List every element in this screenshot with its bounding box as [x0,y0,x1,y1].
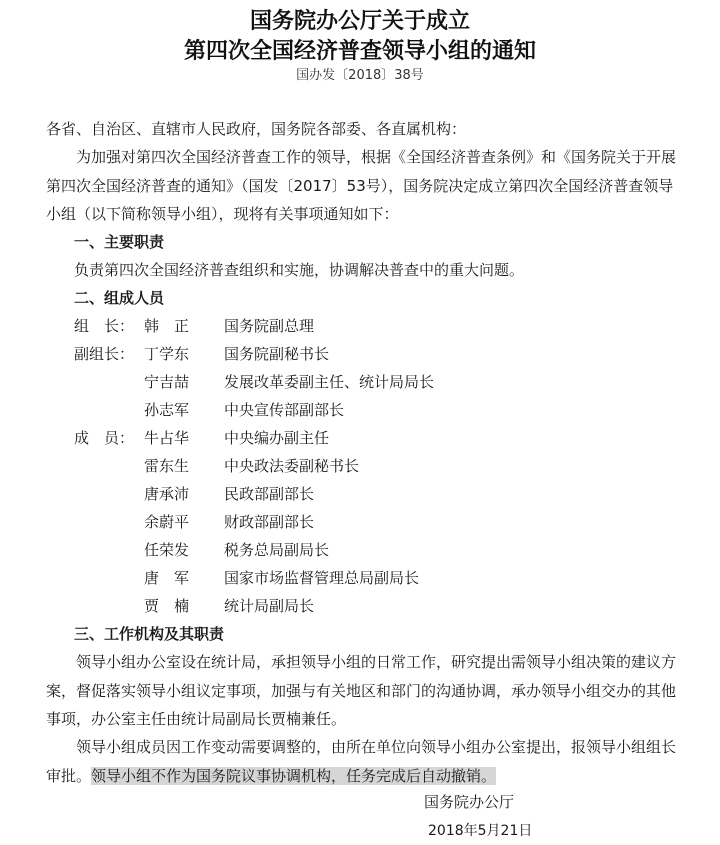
member-position: 税务总局副局长 [224,541,330,559]
member-name: 牛占华 [144,429,190,447]
section-3-heading: 三、工作机构及其职责 [74,625,225,643]
title-line-1: 国务院办公厅关于成立 [249,8,470,34]
member-row [74,564,634,592]
section-1-text: 负责第四次全国经济普查组织和实施，协调解决普查中的重大问题。 [74,261,525,279]
member-position: 财政部副部长 [224,513,315,531]
member-name: 宁吉喆 [144,373,190,391]
section-3-paragraph-1: 领导小组办公室设在统计局，承担领导小组的日常工作，研究提出需领导小组决策的建议方案，督促落实领导小组议定事项，加强与有关地区和部门的沟通协调，承办领导小组交办的其他事项，办公室主任由统计局副局长贾楠兼任。 [46,653,677,728]
member-row [74,508,634,536]
issuer-signature: 国务院办公厅 [424,793,515,811]
member-position: 国家市场监督管理总局副局长 [224,569,420,587]
member-position: 中央编办副主任 [224,429,330,447]
member-position: 民政部副部长 [224,485,315,503]
member-role: 副组长： [74,345,135,363]
member-name: 贾 楠 [144,597,190,615]
member-row [74,592,634,620]
paragraph-2-text: 领导小组成员因工作变动需要调整的，由所在单位向领导小组办公室提出，报领导小组组长审批。 [46,738,677,785]
member-name: 任荣发 [144,541,190,559]
member-position: 国务院副总理 [224,317,315,335]
member-row [74,424,634,452]
member-name: 唐 军 [144,569,190,587]
section-3-paragraph-2 [46,733,686,790]
issue-date: 2018年5月21日 [428,823,533,839]
member-name: 唐承沛 [144,485,190,503]
member-name: 孙志军 [144,401,190,419]
member-name: 丁学东 [144,345,190,363]
member-name: 雷东生 [144,457,190,475]
document-number: 国办发〔2018〕38号 [296,68,424,83]
member-row [74,312,634,340]
member-row [74,368,634,396]
member-role: 组 长： [74,317,135,335]
member-name: 余蔚平 [144,513,190,531]
member-position: 发展改革委副主任、统计局局长 [224,373,435,391]
member-name: 韩 正 [144,317,190,335]
member-position: 中央宣传部副部长 [224,401,345,419]
intro-paragraph: 为加强对第四次全国经济普查工作的领导，根据《全国经济普查条例》和《国务院关于开展第四次全国经济普查的通知》（国发〔2017〕53号），国务院决定成立第四次全国经济普查领导小组（以下简称领导小组），现将有关事项通知如下： [46,148,677,223]
member-row [74,480,634,508]
member-row [74,340,634,368]
section-2-heading: 二、组成人员 [74,289,165,307]
member-row [74,536,634,564]
member-row [74,452,634,480]
member-row [74,396,634,424]
member-position: 统计局副局长 [224,597,315,615]
addressee: 各省、自治区、直辖市人民政府，国务院各部委、各直属机构： [46,120,467,138]
section-1-heading: 一、主要职责 [74,233,165,251]
title-line-2: 第四次全国经济普查领导小组的通知 [183,38,536,64]
highlighted-text: 领导小组不作为国务院议事协调机构，任务完成后自动撤销。 [91,766,497,785]
member-position: 中央政法委副秘书长 [224,457,360,475]
member-role: 成 员： [74,429,135,447]
member-position: 国务院副秘书长 [224,345,330,363]
